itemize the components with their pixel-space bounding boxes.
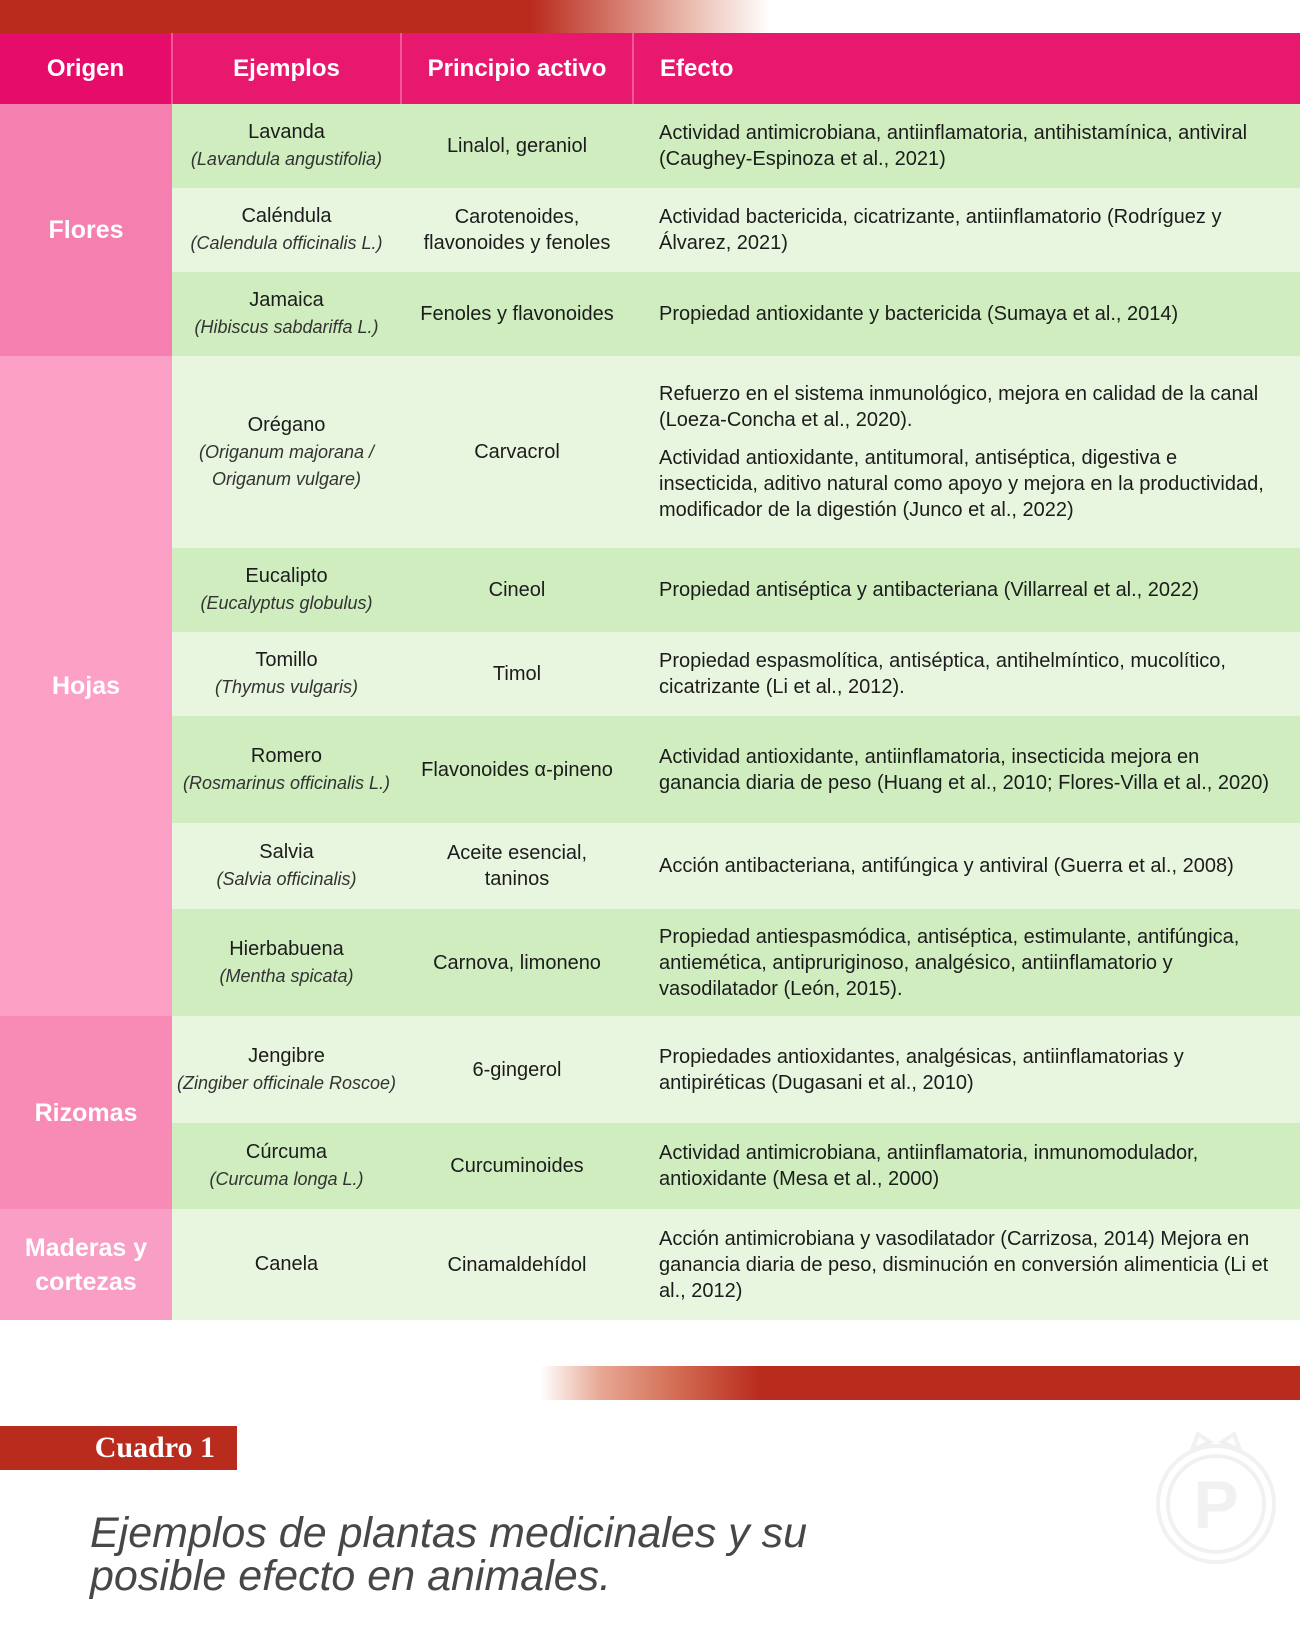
example-name: Romero xyxy=(250,744,323,767)
example-scientific-name: (Mentha spicata) xyxy=(219,965,354,986)
origin-hojas: Hojas xyxy=(0,356,172,1016)
active-principle: Carnova, limoneno xyxy=(401,909,633,1016)
table-header-row xyxy=(0,33,1300,104)
effect-cell xyxy=(633,632,1300,716)
origin-rizomas: Rizomas xyxy=(0,1016,172,1209)
example-scientific-name: (Curcuma longa L.) xyxy=(209,1169,364,1189)
example-cell xyxy=(172,716,401,823)
example-name: Eucalipto xyxy=(245,565,328,587)
origin-maderas: Maderas y cortezas xyxy=(0,1209,172,1320)
active-principle: Cineol xyxy=(401,548,633,632)
header-origin: Origen xyxy=(0,33,172,104)
effect-text: Acción antimicrobiana y vasodilatador (Carrizosa, 2014) Mejora en ganancia diaria de peso, disminución en conversión alimenticia (Li et al., 2012) xyxy=(659,1227,1269,1302)
example-cell xyxy=(172,272,401,356)
effect-cell xyxy=(633,272,1300,356)
pig-p-logo-icon xyxy=(1152,1420,1280,1570)
example-name: Tomillo xyxy=(255,649,318,671)
example-scientific-name: (Lavandula angustifolia) xyxy=(190,149,383,169)
effect-cell xyxy=(633,548,1300,632)
active-principle: 6-gingerol xyxy=(401,1016,633,1123)
active-principle: Carvacrol xyxy=(401,356,633,548)
effect-text: Propiedad espasmolítica, antiséptica, antihelmíntico, mucolítico, cicatrizante (Li et al., 2012). xyxy=(659,650,1226,698)
example-cell xyxy=(172,1209,401,1320)
example-cell xyxy=(172,188,401,272)
effect-text: Propiedad antiespasmódica, antiséptica, estimulante, antifúngica, antiemética, antipruriginoso, analgésico, antiinflamatorio y vasodilatador (León, 2015). xyxy=(659,925,1240,1000)
effect-cell xyxy=(633,909,1300,1016)
effect-cell xyxy=(633,356,1300,548)
example-name: Jamaica xyxy=(249,289,324,311)
example-scientific-name: (Eucalyptus globulus) xyxy=(200,593,373,613)
effect-cell xyxy=(633,188,1300,272)
example-name: Jengibre xyxy=(248,1044,325,1067)
effect-text: Actividad antimicrobiana, antiinflamatoria, inmunomodulador, antioxidante (Mesa et al., 2000) xyxy=(659,1142,1199,1190)
example-name: Cúrcuma xyxy=(245,1141,328,1163)
example-name: Hierbabuena xyxy=(229,937,344,960)
example-name: Lavanda xyxy=(248,121,325,143)
effect-cell xyxy=(633,1016,1300,1123)
effect-text: Acción antibacteriana, antifúngica y antiviral (Guerra et al., 2008) xyxy=(659,855,1234,877)
example-scientific-name: (Thymus vulgaris) xyxy=(214,677,359,697)
plant-table xyxy=(0,33,1300,1320)
effect-cell xyxy=(633,1209,1300,1320)
effect-text: Actividad antioxidante, antitumoral, antiséptica, digestiva e insecticida, aditivo natural como apoyo y mejora en la productividad, modificador de la digestión (Junco et al., 2022) xyxy=(659,447,1264,521)
table-row xyxy=(0,632,1300,716)
example-scientific-name: (Origanum majorana / Origanum vulgare) xyxy=(198,441,375,489)
table-row xyxy=(0,188,1300,272)
effect-cell xyxy=(633,104,1300,188)
origin-flores: Flores xyxy=(0,104,172,356)
effect-text: Propiedad antioxidante y bactericida (Sumaya et al., 2014) xyxy=(659,303,1179,325)
example-cell xyxy=(172,632,401,716)
active-principle: Linalol, geraniol xyxy=(401,104,633,188)
active-principle: Aceite esencial, taninos xyxy=(401,823,633,909)
example-scientific-name: (Hibiscus sabdariffa L.) xyxy=(194,317,379,337)
table-row xyxy=(0,823,1300,909)
effect-cell xyxy=(633,716,1300,823)
table-row xyxy=(0,356,1300,548)
example-name: Canela xyxy=(254,1253,319,1275)
example-cell xyxy=(172,1123,401,1209)
active-principle: Timol xyxy=(401,632,633,716)
caption-title: Ejemplos de plantas medicinales y su posible efecto en animales. xyxy=(90,1509,808,1600)
header-examples: Ejemplos xyxy=(172,33,401,104)
example-cell xyxy=(172,548,401,632)
example-cell xyxy=(172,356,401,548)
active-principle: Flavonoides α-pineno xyxy=(401,716,633,823)
example-cell xyxy=(172,1016,401,1123)
example-scientific-name: (Rosmarinus officinalis L.) xyxy=(182,772,391,793)
example-scientific-name: (Zingiber officinale Roscoe) xyxy=(176,1072,397,1093)
active-principle: Curcuminoides xyxy=(401,1123,633,1209)
example-name: Orégano xyxy=(247,413,326,436)
header-active: Principio activo xyxy=(401,33,633,104)
effect-cell xyxy=(633,823,1300,909)
example-cell xyxy=(172,909,401,1016)
example-cell xyxy=(172,823,401,909)
caption-label xyxy=(0,1426,237,1470)
header-effect: Efecto xyxy=(633,33,1300,104)
logo-letter: P xyxy=(1193,1467,1239,1543)
example-scientific-name: (Salvia officinalis) xyxy=(216,869,357,889)
effect-text: Actividad antimicrobiana, antiinflamatoria, antihistamínica, antiviral (Caughey-Espinoza et al., 2021) xyxy=(659,122,1248,170)
active-principle: Carotenoides, flavonoides y fenoles xyxy=(401,188,633,272)
table-row xyxy=(0,1209,1300,1320)
table-row xyxy=(0,716,1300,823)
table-row xyxy=(0,548,1300,632)
effect-text: Propiedades antioxidantes, analgésicas, antiinflamatorias y antipiréticas (Dugasani et al., 2010) xyxy=(659,1045,1184,1094)
effect-text: Actividad antioxidante, antiinflamatoria, insecticida mejora en ganancia diaria de peso (Huang et al., 2010; Flores-Villa et al., 2020) xyxy=(659,745,1270,794)
effect-text: Actividad bactericida, cicatrizante, antiinflamatorio (Rodríguez y Álvarez, 2021) xyxy=(659,206,1222,254)
bottom-decorative-bar xyxy=(0,1366,1300,1400)
example-name: Salvia xyxy=(259,841,314,863)
table-row xyxy=(0,272,1300,356)
example-name: Caléndula xyxy=(241,205,332,227)
table-row xyxy=(0,1016,1300,1123)
effect-text: Propiedad antiséptica y antibacteriana (Villarreal et al., 2022) xyxy=(659,579,1199,601)
table-row xyxy=(0,1123,1300,1209)
top-decorative-bar xyxy=(0,0,1300,33)
table-row xyxy=(0,909,1300,1016)
example-scientific-name: (Calendula officinalis L.) xyxy=(190,233,383,253)
active-principle: Cinamaldehídol xyxy=(401,1209,633,1320)
effect-text: Refuerzo en el sistema inmunológico, mejora en calidad de la canal (Loeza-Concha et al., 2020). xyxy=(659,383,1259,431)
caption-label-text: Cuadro 1 xyxy=(94,1431,215,1464)
effect-cell xyxy=(633,1123,1300,1209)
active-principle: Fenoles y flavonoides xyxy=(401,272,633,356)
table-row xyxy=(0,104,1300,188)
example-cell xyxy=(172,104,401,188)
